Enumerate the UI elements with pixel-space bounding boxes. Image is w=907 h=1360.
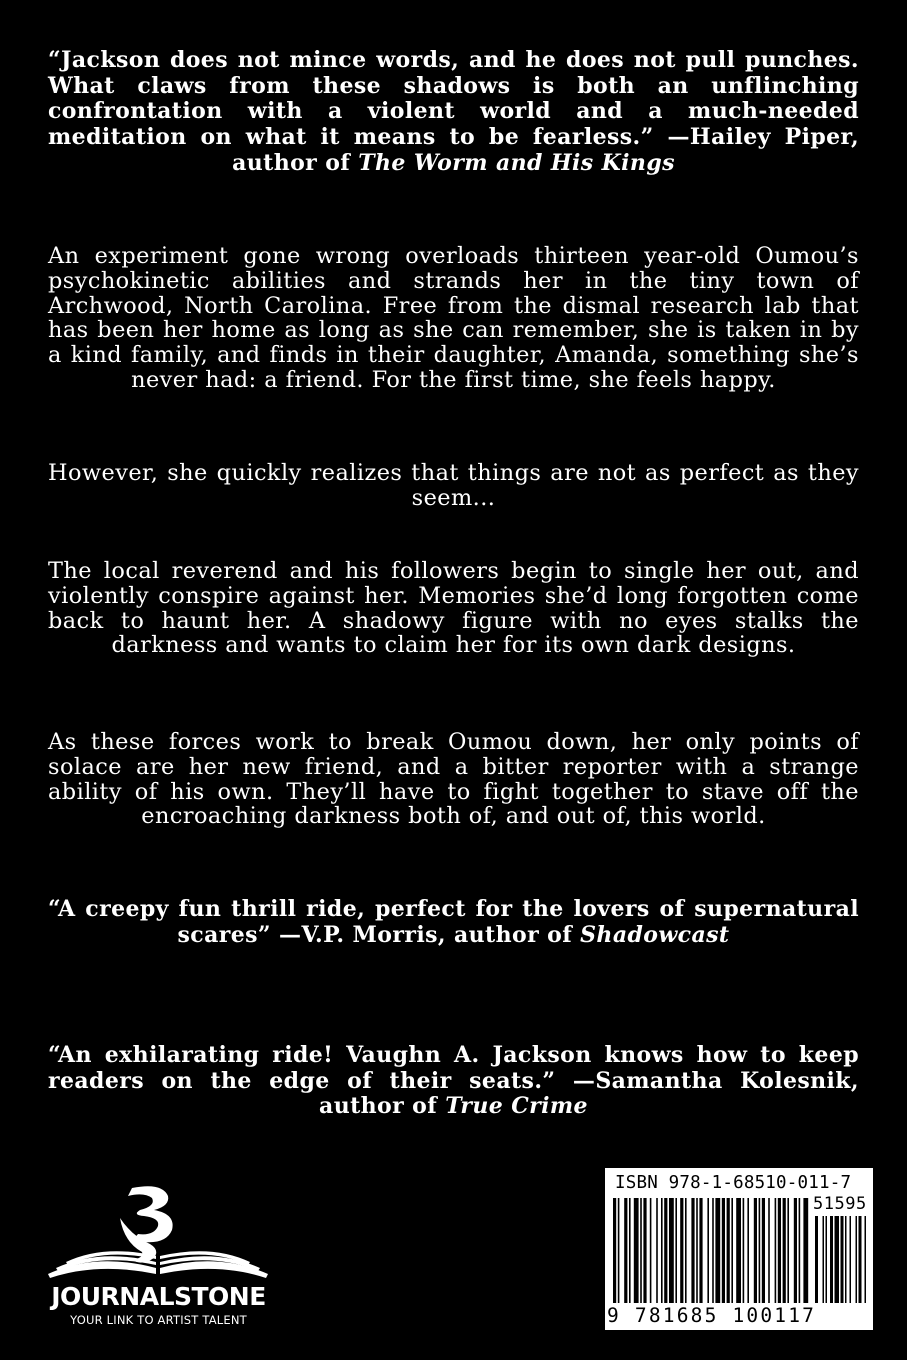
barcode-bar — [685, 1198, 687, 1303]
barcode-bar — [743, 1198, 745, 1303]
barcode-bar — [640, 1198, 642, 1303]
publisher-logo — [36, 1178, 281, 1338]
endorsement-quote-piper — [48, 48, 859, 177]
isbn-barcode — [605, 1168, 873, 1330]
publisher-tagline: YOUR LINK TO ARTIST TALENT — [70, 1313, 247, 1327]
barcode-bar — [736, 1198, 741, 1303]
endorsement-quote-kolesnik — [48, 1043, 859, 1120]
quote-text: “An exhilarating ride! Vaughn A. Jackson knows how to keep readers on the edge of their seats.” —Samantha Kolesnik, author of — [48, 1042, 859, 1120]
barcode-bar — [656, 1198, 658, 1303]
barcode-bar — [624, 1198, 627, 1303]
barcode-bar — [759, 1198, 761, 1303]
barcode-bar — [613, 1198, 616, 1303]
barcode-bar — [629, 1198, 631, 1303]
addon-bar — [823, 1216, 825, 1303]
addon-bar — [835, 1216, 840, 1303]
open-book-swirl-logo-icon — [36, 1178, 281, 1288]
barcode-bar — [715, 1198, 720, 1303]
barcode-bar — [762, 1198, 765, 1303]
publisher-name: JOURNALSTONE — [51, 1282, 266, 1311]
barcode-bar — [664, 1198, 667, 1303]
barcode-bar — [675, 1198, 677, 1303]
price-code: 51595 — [813, 1194, 867, 1214]
barcode-bar — [699, 1198, 702, 1303]
barcode-bar — [794, 1198, 797, 1303]
addon-bar — [826, 1216, 828, 1303]
endorsement-quote-morris — [48, 897, 859, 948]
barcode-bar — [634, 1198, 639, 1303]
blurb-paragraph-3: The local reverend and his followers begin to single her out, and violently conspire against her. Memories she’d long forgotten come back to haunt her. A shadowy figure with no eyes stalks the darkness and wants to claim her for its own dark designs. — [48, 558, 859, 659]
barcode-bar — [747, 1198, 749, 1303]
book-title: True Crime — [445, 1093, 588, 1120]
barcode-bar — [768, 1198, 770, 1303]
barcode-bar — [778, 1198, 781, 1303]
book-title: The Worm and His Kings — [358, 149, 675, 176]
book-title: Shadowcast — [580, 921, 730, 948]
addon-bar — [830, 1216, 833, 1303]
addon-bar — [856, 1216, 858, 1303]
quote-text: “A creepy fun thrill ride, perfect for the lovers of supernatural scares” —V.P. Morris, author of — [48, 896, 859, 948]
addon-bar — [850, 1216, 852, 1303]
barcode-bar — [799, 1198, 801, 1303]
barcode-bar — [803, 1198, 808, 1303]
addon-bar — [859, 1216, 862, 1303]
addon-bar — [845, 1216, 847, 1303]
barcode-bar — [754, 1198, 757, 1303]
barcode-bar — [707, 1198, 709, 1303]
barcode-bar — [712, 1198, 714, 1303]
barcode-bar — [650, 1198, 652, 1303]
quote-text: “Jackson does not mince words, and he does not pull punches. What claws from these shadows is both an unflinching confrontation with a violent world and a much-needed meditation on what it means to be fearless.” —Hailey Piper, author of — [48, 47, 859, 176]
blurb-paragraph-4: As these forces work to break Oumou down, her only points of solace are her new friend, and a bitter reporter with a strange ability of his own. They’ll have to fight together to stave off the encroaching darkness both of, and out of, this world. — [48, 729, 859, 830]
barcode-bar — [722, 1198, 725, 1303]
addon-bar — [865, 1216, 867, 1303]
barcode-bar — [696, 1198, 698, 1303]
barcode-bar — [661, 1198, 663, 1303]
barcode-bar — [691, 1198, 694, 1303]
addon-bar — [815, 1216, 818, 1303]
ean-digits: 9 781685 100117 — [607, 1304, 817, 1327]
barcode-bar — [643, 1198, 646, 1303]
barcode-bar — [783, 1198, 786, 1303]
barcode-bar — [775, 1198, 777, 1303]
blurb-paragraph-2: However, she quickly realizes that things are not as perfect as they seem... — [48, 460, 859, 511]
barcode-bar — [787, 1198, 789, 1303]
isbn-label: ISBN 978-1-68510-011-7 — [615, 1173, 852, 1193]
barcode-bar — [727, 1198, 730, 1303]
addon-bar — [841, 1216, 844, 1303]
barcode-bar — [680, 1198, 683, 1303]
blurb-paragraph-1: An experiment gone wrong overloads thirteen year-old Oumou’s psychokinetic abilities and strands her in the tiny town of Archwood, North Carolina. Free from the dismal research lab that has been her home as long as she can remember, she is taken in by a kind family, and finds in their daughter, Amanda, something she’s never had: a friend. For the first time, she feels happy. — [48, 243, 859, 393]
barcode-bar — [618, 1198, 620, 1303]
barcode-bar — [731, 1198, 733, 1303]
barcode-bar — [669, 1198, 674, 1303]
